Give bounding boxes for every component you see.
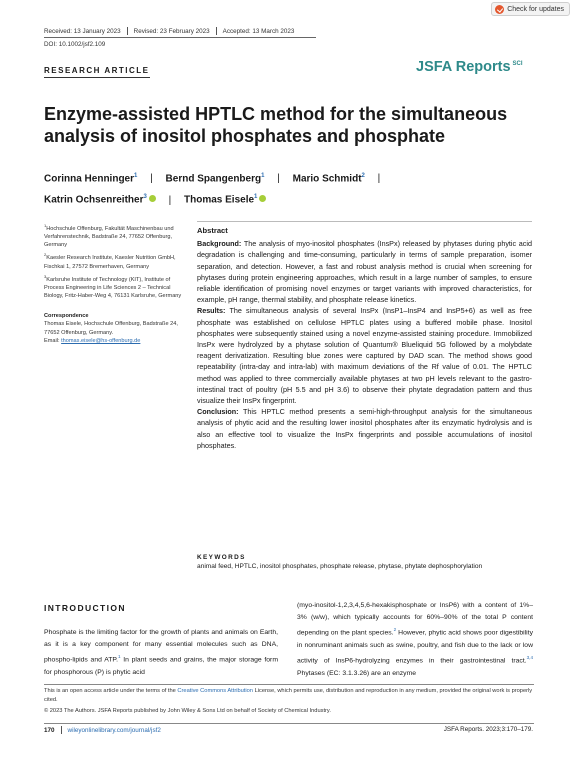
revised-date: Revised: 23 February 2023 xyxy=(133,27,210,35)
sci-logo: SCI xyxy=(512,61,523,67)
email-link[interactable]: thomas.eisele@hs-offenburg.de xyxy=(61,337,141,344)
doi[interactable]: DOI: 10.1002/jsf2.109 xyxy=(44,41,106,48)
received-date: Received: 13 January 2023 xyxy=(44,27,121,35)
divider: | xyxy=(168,194,172,206)
divider xyxy=(216,27,217,35)
check-for-updates-label: Check for updates xyxy=(507,5,564,13)
copyright: © 2023 The Authors. JSFA Reports published by John Wiley & Sons Ltd on behalf of Society of Chemical Industry. xyxy=(44,707,331,714)
keywords-list: animal feed, HPTLC, inositol phosphates, phosphate release, phytase, phytate dephosphorylation xyxy=(197,563,483,570)
article-type: RESEARCH ARTICLE xyxy=(44,66,150,75)
affiliation-ref[interactable]: 2 xyxy=(361,173,365,179)
footer-left xyxy=(44,726,161,734)
author-name[interactable]: Corinna Henninger xyxy=(44,173,135,185)
divider xyxy=(44,37,316,38)
affiliation-ref[interactable]: 3 xyxy=(143,194,147,201)
orcid-icon[interactable] xyxy=(149,195,156,202)
abstract xyxy=(197,225,532,451)
abstract-heading: Abstract xyxy=(197,226,228,235)
author-name[interactable]: Thomas Eisele xyxy=(184,194,255,206)
abstract-conclusion: Conclusion: This HPTLC method presents a semi-high-throughput analysis for the simultaneous analysis of phytic acid and the resulting lower inositol phosphates after its enzymatic hydrolysis and is also an effective tool to visualize the InsPx fingerprints and possible accumulations of inositol phosphates. xyxy=(197,407,532,450)
article-title: Enzyme-assisted HPTLC method for the simultaneous analysis of inositol phosphates and phosphate xyxy=(44,104,508,146)
check-for-updates-button[interactable] xyxy=(491,2,570,16)
author-list xyxy=(44,167,524,210)
citation-link[interactable]: 1 xyxy=(117,654,121,660)
abstract-results: Results: The simultaneous analysis of several InsPx (InsP1–InsP4 and InsP5+6) as well as free phosphate was established on cellulose HPTLC plates using a buffered mobile phase. Inositol phosphates were subsequently stained using a novel enzyme-assisted staining procedure. Immobilized InsPx were hydrolyzed by a phytase solution of Quantum® Blueliquid 5G followed by a molybdate reagent derivatization. Resulting blue zones were captured by DAD scan. The method shows good repeatability (intra-day and intra-lab) with maximum deviations of the Rf value of 0.01. The HPTLC method was applied to three commercially available phytases at two pH levels relevant to the gastro-intestinal tract of poultry (pH 5.5 and pH 3.6) to observe their phytate degradation pattern and thus visualize their InsPx fingerprint. xyxy=(197,306,532,406)
citation-link[interactable]: 2 xyxy=(393,627,397,633)
divider xyxy=(61,726,62,734)
citation-link[interactable]: 3,4 xyxy=(526,655,533,661)
divider xyxy=(44,723,534,724)
divider xyxy=(44,77,150,78)
history-dates xyxy=(44,27,294,35)
divider: | xyxy=(277,173,280,185)
affiliation-ref[interactable]: 1 xyxy=(134,173,138,179)
license-link[interactable]: Creative Commons Attribution xyxy=(177,688,253,694)
divider: | xyxy=(150,173,153,185)
keywords xyxy=(197,554,542,570)
affiliation: $^3$Karlsruhe Institute of Technology (KIT), Institute of Process Engineering in Life Sciences 2 – Technical Biology, Fritz-Haber-Weg 4, 76131 Karlsruhe, Germany xyxy=(44,273,182,299)
accepted-date: Accepted: 13 March 2023 xyxy=(222,27,295,35)
author-name[interactable]: Katrin Ochsenreither xyxy=(44,194,144,206)
correspondence-heading: Correspondence xyxy=(44,313,89,320)
correspondence: Thomas Eisele, Hochschule Offenburg, Badstraße 24, 77652 Offenburg, Germany. Email: thomas.eisele@hs-offenburg.de xyxy=(44,321,178,344)
body-text-left: Phosphate is the limiting factor for the growth of plants and animals on Earth, as it is a key component for many essential molecules such as DNA, phospho-lipids and ATP.$^1$ In plant seeds and grains, the major storage form for phosphorous (P) is phytic acid xyxy=(44,629,278,676)
affiliations xyxy=(44,222,184,345)
keywords-heading: KEYWORDS xyxy=(197,554,246,561)
license-notice: This is an open access article under the terms of the Creative Commons Attribution License, which permits use, distribution and reproduction in any medium, provided the original work is properly cited. © 2023 The Authors. JSFA Reports published by John Wiley & Sons Ltd on behalf of Society of Chemical Industry. xyxy=(44,688,533,714)
divider: | xyxy=(377,173,381,185)
affiliation: $^2$Kaesler Research Institute, Kaesler Nutrition GmbH, Fischkai 1, 27572 Bremerhaven, Germany xyxy=(44,252,176,270)
affiliation-ref[interactable]: 1 xyxy=(261,173,265,179)
orcid-icon[interactable] xyxy=(259,195,266,202)
journal-logo[interactable] xyxy=(416,59,523,75)
divider xyxy=(127,27,128,35)
page-number: 170 xyxy=(44,726,55,734)
affiliation-ref[interactable]: 1 xyxy=(254,194,258,201)
affiliation: $^1$Hochschule Offenburg, Fakultät Maschinenbau und Verfahrenstechnik, Badstraße 24, 77652 Offenburg, Germany xyxy=(44,223,174,249)
divider xyxy=(44,684,534,685)
abstract-background: Background: The analysis of myo-inositol phosphates (InsPx) released by phytases during phytic acid degradation is challenging and time-consuming, particularly in terms of sample preparation, isomer separation, and detection. However, a fast and robust analysis method is crucial when screening for phytases during protein engineering approaches, which result in a large number of samples, to ensure reliable identification of promising novel enzymes or target variants with improved characteristics, for example, pH range, thermal stability, and phosphate release kinetics. xyxy=(197,239,532,305)
body-text-right: (myo-inositol-1,2,3,4,5,6-hexakisphosphate or InsP6) with a content of 1%–3% (w/w), which typically accounts for 60%–90% of the total P content depending on the plant species.$^2$ However, phytic acid shows poor digestibility in nonruminant animals such as swine, poultry, and fish due to the lack or low activity of InsP6-hydrolyzing enzymes in their gastrointestinal tract.$^{3,4}$ Phytases (EC: 3.1.3.26) are an enzyme xyxy=(297,602,533,677)
citation: JSFA Reports. 2023;3:170–179. xyxy=(443,726,533,733)
journal-url[interactable]: wileyonlinelibrary.com/journal/jsf2 xyxy=(67,726,161,734)
divider xyxy=(197,221,532,222)
author-name[interactable]: Bernd Spangenberg xyxy=(165,173,262,185)
author-name[interactable]: Mario Schmidt xyxy=(292,173,362,185)
journal-name: JSFA Reports xyxy=(416,59,511,75)
check-icon xyxy=(495,5,504,14)
section-heading: INTRODUCTION xyxy=(44,603,126,613)
